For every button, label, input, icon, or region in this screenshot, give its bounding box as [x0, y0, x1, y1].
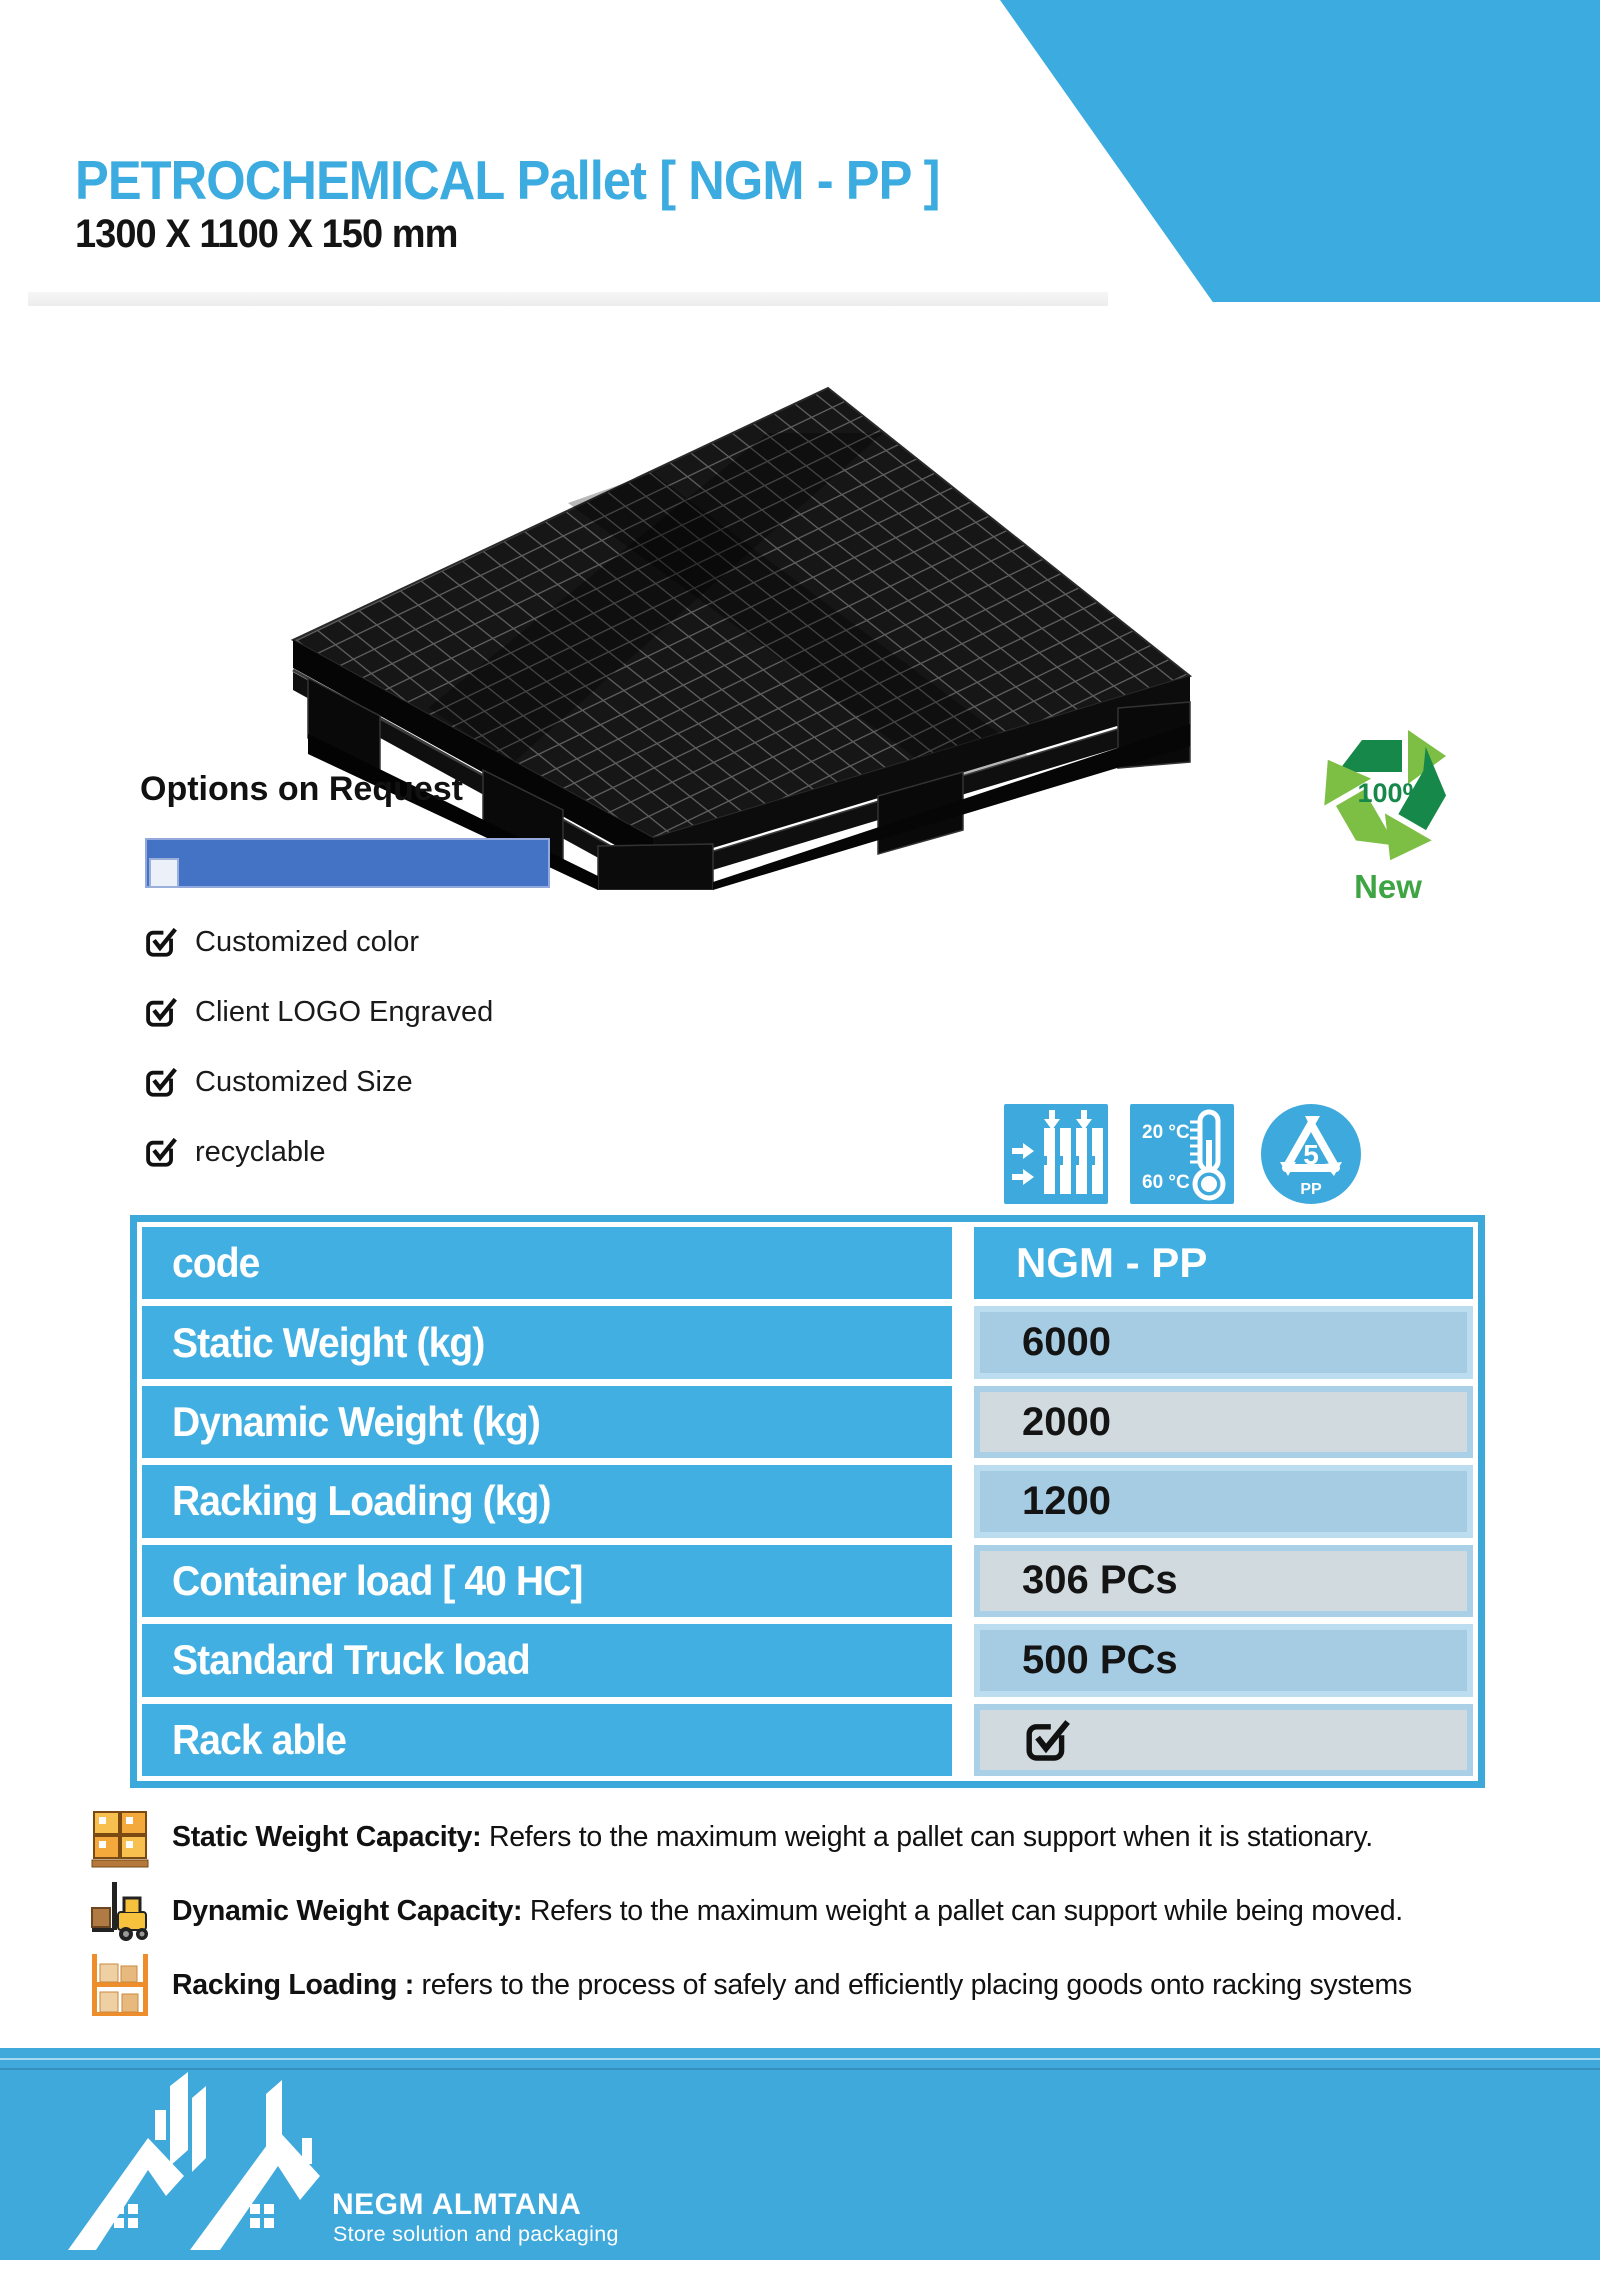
brand-tagline: Store solution and packaging	[333, 2222, 619, 2246]
checked-checkbox-icon	[143, 1135, 177, 1169]
temperature-range-icon	[1130, 1104, 1234, 1204]
page-title: PETROCHEMICAL Pallet [ NGM - PP ]	[75, 149, 940, 211]
pallet-product-image	[268, 378, 1193, 890]
checked-checkbox-icon	[143, 995, 177, 1029]
definition-term: Dynamic Weight Capacity:	[172, 1894, 523, 1927]
row-label: Rack able	[142, 1704, 952, 1776]
table-row	[142, 1465, 1473, 1537]
svg-text:60 °C: 60 °C	[1142, 1172, 1190, 1193]
svg-text:20 °C: 20 °C	[1142, 1122, 1190, 1143]
svg-text:New: New	[1354, 868, 1422, 905]
svg-text:5: 5	[1303, 1139, 1319, 1170]
spec-table	[130, 1215, 1485, 1788]
brand-name: NEGM ALMTANA	[332, 2188, 582, 2221]
table-row	[142, 1227, 1473, 1299]
footer-logo	[62, 2072, 332, 2252]
racking-shelves-icon	[90, 1952, 150, 2018]
table-row	[142, 1306, 1473, 1378]
row-label: Racking Loading (kg)	[142, 1465, 952, 1537]
table-row	[142, 1624, 1473, 1696]
definition-item	[90, 1878, 1550, 1944]
checked-checkbox-icon	[143, 925, 177, 959]
pallet-stack-icon	[1004, 1104, 1108, 1204]
row-value: 6000	[974, 1306, 1473, 1378]
recycle-100-new-icon	[1300, 710, 1476, 906]
option-label: Customized Size	[195, 1065, 413, 1098]
row-value: 2000	[974, 1386, 1473, 1458]
row-value: NGM - PP	[974, 1227, 1473, 1299]
svg-text:PP: PP	[1300, 1181, 1322, 1198]
pp5-recyclable-icon	[1260, 1104, 1362, 1204]
option-item	[143, 1062, 413, 1102]
option-label: Customized color	[195, 925, 420, 958]
checked-checkbox-icon	[143, 1065, 177, 1099]
footer-pinstripe	[0, 2068, 1600, 2070]
definition-text: Static Weight Capacity: Refers to the maximum weight a pallet can support when it is stationary.	[172, 1820, 1373, 1853]
option-progress-bar	[145, 838, 550, 888]
divider-sheen	[28, 292, 1108, 306]
definition-text: Dynamic Weight Capacity: Refers to the maximum weight a pallet can support while being moved.	[172, 1894, 1403, 1927]
row-value: 306 PCs	[974, 1545, 1473, 1617]
checked-checkbox-icon	[1022, 1716, 1070, 1764]
row-value: 1200	[974, 1465, 1473, 1537]
row-value	[974, 1704, 1473, 1776]
table-row	[142, 1545, 1473, 1617]
row-value: 500 PCs	[974, 1624, 1473, 1696]
row-label: code	[142, 1227, 952, 1299]
definition-term: Racking Loading :	[172, 1968, 414, 2001]
page-subtitle: 1300 X 1100 X 150 mm	[75, 212, 458, 256]
forklift-icon	[90, 1878, 150, 1944]
row-label: Static Weight (kg)	[142, 1306, 952, 1378]
option-item	[143, 992, 493, 1032]
definition-item	[90, 1952, 1550, 2018]
option-item	[143, 922, 419, 962]
definition-item	[90, 1804, 1550, 1870]
row-label: Container load [ 40 HC]	[142, 1545, 952, 1617]
footer-pinstripe	[0, 2058, 1600, 2060]
svg-text:100%: 100%	[1357, 778, 1427, 808]
table-row	[142, 1704, 1473, 1776]
stacked-boxes-icon	[90, 1804, 150, 1870]
option-label: recyclable	[195, 1135, 326, 1168]
definition-term: Static Weight Capacity:	[172, 1820, 482, 1853]
table-row	[142, 1386, 1473, 1458]
options-heading: Options on Request	[140, 770, 463, 808]
row-label: Standard Truck load	[142, 1624, 952, 1696]
option-item	[143, 1132, 326, 1172]
definition-text: Racking Loading : refers to the process of safely and efficiently placing goods onto racking systems	[172, 1968, 1412, 2001]
option-label: Client LOGO Engraved	[195, 995, 494, 1028]
row-label: Dynamic Weight (kg)	[142, 1386, 952, 1458]
option-progress-square	[149, 858, 179, 888]
